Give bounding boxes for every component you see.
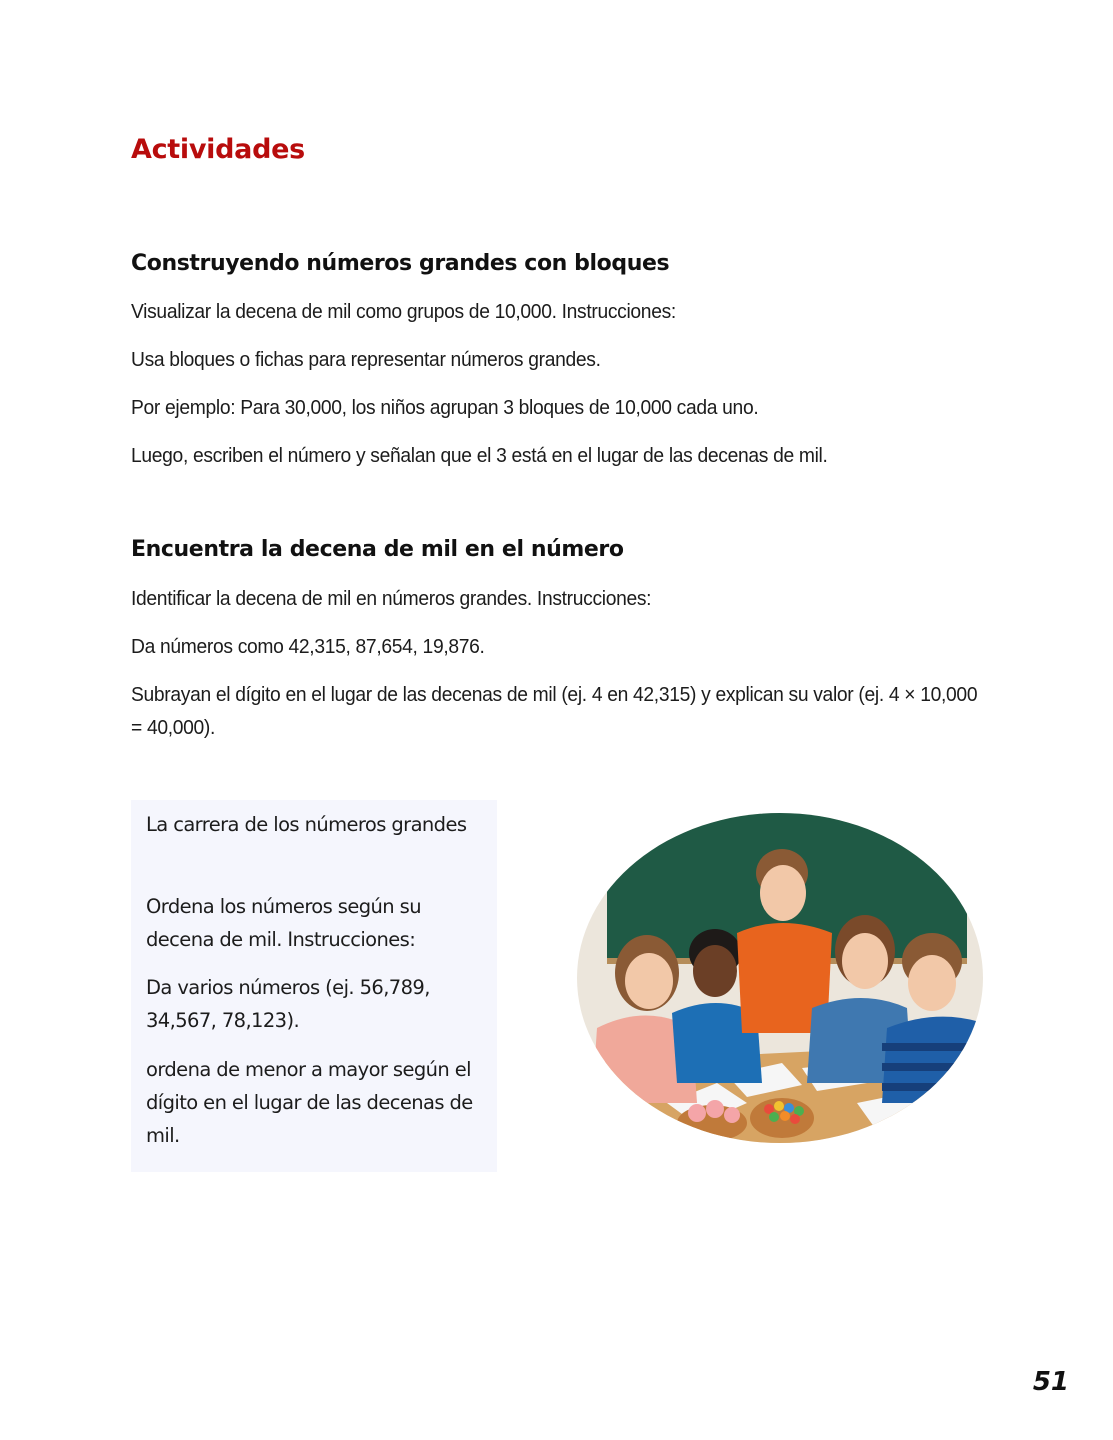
section-1-line-4: Luego, escriben el número y señalan que el 3 está en el lugar de las decenas de mil. <box>131 444 828 467</box>
section-heading-building-numbers: Construyendo números grandes con bloques <box>131 251 670 276</box>
candy <box>769 1112 779 1122</box>
section-heading-find-ten-thousand: Encuentra la decena de mil en el número <box>131 537 624 562</box>
page-number: 51 <box>1032 1367 1069 1397</box>
child-face <box>625 953 673 1009</box>
lollipop <box>688 1104 706 1122</box>
page-title: Actividades <box>131 134 305 165</box>
lollipop <box>724 1107 740 1123</box>
callout-title: La carrera de los números grandes <box>146 813 467 836</box>
callout-paragraph-3: Da varios números (ej. 56,789, 34,567, 78,123). <box>146 976 430 1032</box>
section-1-line-1: Visualizar la decena de mil como grupos de 10,000. Instrucciones: <box>131 300 676 323</box>
section-2-line-1: Identificar la decena de mil en números grandes. Instrucciones: <box>131 587 652 610</box>
activity-callout-box <box>131 800 497 1172</box>
lollipop <box>706 1100 724 1118</box>
child-face <box>693 945 737 997</box>
section-1-line-2: Usa bloques o fichas para representar números grandes. <box>131 348 601 371</box>
child-face <box>760 865 806 921</box>
candy <box>774 1101 784 1111</box>
child-face <box>842 933 888 989</box>
callout-paragraph-4: ordena de menor a mayor según el dígito en el lugar de las decenas de mil. <box>146 1058 473 1147</box>
candy <box>790 1114 800 1124</box>
section-2-line-2: Da números como 42,315, 87,654, 19,876. <box>131 635 485 658</box>
candy <box>780 1111 790 1121</box>
child-face <box>908 955 956 1011</box>
section-2-line-3: Subrayan el dígito en el lugar de las decenas de mil (ej. 4 en 42,315) y explican su valor (ej. 4 × 10,000 = 40,000). <box>131 683 978 739</box>
children-classroom-illustration <box>577 813 983 1143</box>
callout-paragraph-2: Ordena los números según su decena de mil. Instrucciones: <box>146 895 421 951</box>
section-1-line-3: Por ejemplo: Para 30,000, los niños agrupan 3 bloques de 10,000 cada uno. <box>131 396 759 419</box>
